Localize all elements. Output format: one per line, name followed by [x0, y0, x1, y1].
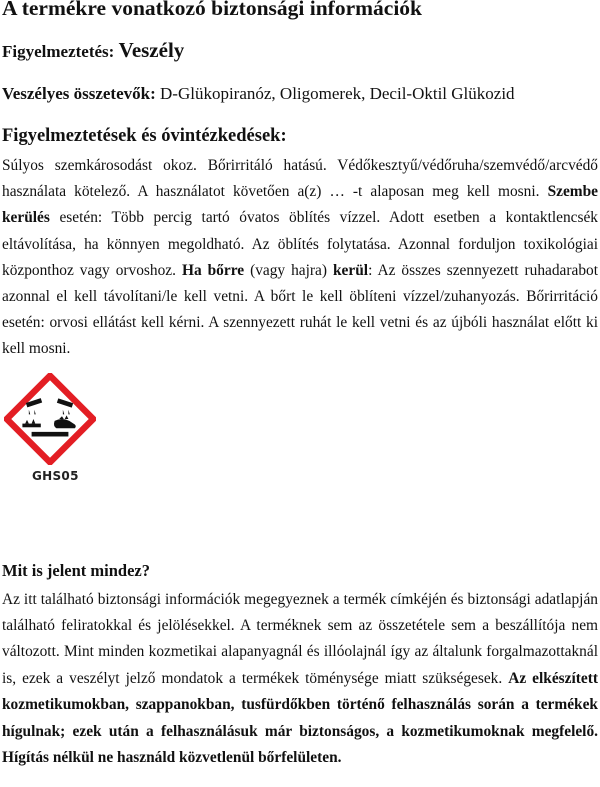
body-text: Súlyos szemkárosodást okoz. Bőrirritáló hatású. Védőkesztyű/védőruha/szemvédő/arcvédő használata kötelező. A használatot követően a(z) … -t alaposan meg kell mosni. [2, 157, 598, 201]
precautions-heading: Figyelmeztetések és óvintézkedések: [2, 126, 287, 146]
warning-line [2, 39, 598, 63]
document-title: A termékre vonatkozó biztonsági információk [2, 0, 423, 20]
body-text: (vagy hajra) [244, 261, 333, 279]
emphasis-text: Szembe kerülés [2, 183, 598, 227]
meaning-heading: Mit is jelent mindez? [2, 560, 151, 580]
signal-word: Veszély [118, 38, 185, 62]
ingredients-value: D-Glükopiranóz, Oligomerek, Decil-Oktil Glükozid [160, 84, 515, 103]
pictogram-code: GHS05 [32, 468, 79, 483]
body-text: Az itt található biztonsági információk megegyeznek a termék címkéjén és biztonsági adatlapján található feliratokkal és jelölésekkel. A terméknek sem az összetétele sem a beszállítója nem változott. Mint minden kozmetikai alapanyagnál és illóolajnál így az általunk forgalmazottaknál is, ezek a veszélyt jelző mondatok a termékek töménysége miatt szükségesek. [2, 590, 598, 687]
precautions-paragraph [2, 153, 598, 363]
hazard-pictogram [4, 373, 124, 483]
warning-label: Figyelmeztetés: [2, 42, 115, 61]
emphasis-text: Ha bőrre [181, 261, 245, 279]
ingredients-label: Veszélyes összetevők: [2, 84, 156, 103]
hazardous-ingredients [2, 83, 598, 105]
emphasis-text: Az elkészített kozmetikumokban, szappanokban, tusfürdőkben történő felhasználás során a termékek hígulnak; ezek után a felhasználásuk már biztonságos, a kozmetikumoknak megfelelő. Hígítás nélkül ne használd közvetlenül bőrfelületen. [2, 669, 598, 767]
emphasis-text: kerül [333, 261, 369, 279]
ghs05-corrosion-icon [4, 373, 96, 465]
body-text: esetén: Több percig tartó óvatos öblítés vízzel. Adott esetben a kontaktlencsék eltávolítása, ha könnyen megoldható. Az öblítés folytatása. Azonnal forduljon toxikológiai központhoz vagy orvoshoz. [2, 209, 598, 279]
meaning-paragraph [2, 587, 598, 772]
body-text: : Az összes szennyezett ruhadarabot azonnal el kell távolítani/le kell vetni. A bőrt le kell öblíteni vízzel/zuhanyozás. Bőrirritáció esetén: orvosi ellátást kell kérni. A szennyezett ruhát le kell vetni és az újbóli használat előtt ki kell mosni. [2, 261, 598, 358]
